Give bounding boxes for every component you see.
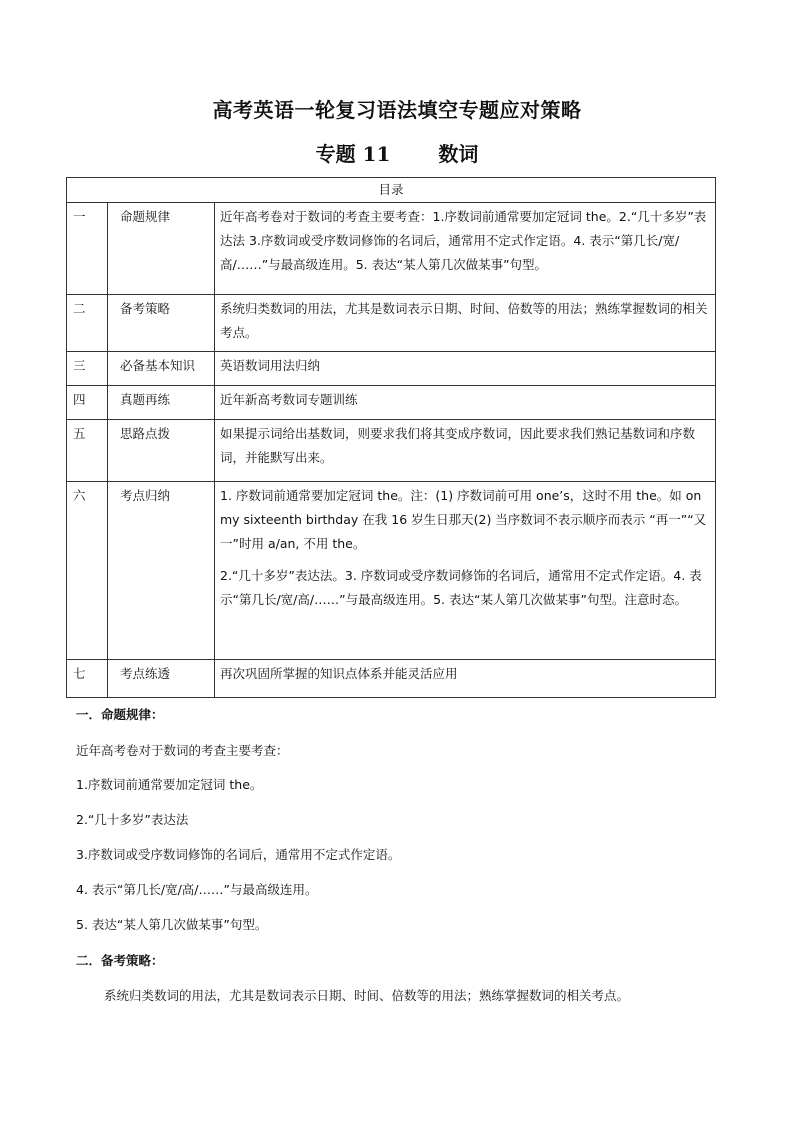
contents-header-row xyxy=(67,178,716,203)
row-description xyxy=(215,482,716,660)
row-topic: 思路点拨 xyxy=(108,420,215,482)
contents-row xyxy=(67,203,716,295)
row-description-text: 如果提示词给出基数词，则要求我们将其变成序数词，因此要求我们熟记基数词和序数词，并能默写出来。 xyxy=(220,426,696,465)
row-topic: 备考策略 xyxy=(108,295,215,352)
subtitle-topic: 专题 11 xyxy=(315,142,391,166)
row-description-text: 再次巩固所掌握的知识点体系并能灵活应用 xyxy=(220,666,458,681)
row-number: 二 xyxy=(67,295,108,352)
row-description xyxy=(215,295,716,352)
row-description-text: 英语数词用法归纳 xyxy=(220,358,321,373)
section-heading-strategy: 二．备考策略： xyxy=(76,953,164,968)
row-description-text: 2.“几十多岁”表达法。3. 序数词或受序数词修饰的名词后，通常用不定式作定语。4. 表示“第几长/宽/高/……”与最高级连用。5. 表达“某人第几次做某事”句型。注意时态。 xyxy=(220,568,702,607)
row-topic: 真题再练 xyxy=(108,386,215,420)
row-topic: 考点归纳 xyxy=(108,482,215,660)
row-description xyxy=(215,203,716,295)
contents-row xyxy=(67,420,716,482)
section-paragraph: 系统归类数词的用法，尤其是数词表示日期、时间、倍数等的用法；熟练掌握数词的相关考点。 xyxy=(104,988,630,1003)
contents-header: 目录 xyxy=(67,178,716,203)
contents-row xyxy=(67,482,716,660)
row-description xyxy=(215,660,716,698)
contents-row xyxy=(67,386,716,420)
contents-row xyxy=(67,660,716,698)
row-description-text: 1. 序数词前通常要加定冠词 the。注：(1) 序数词前可用 one’s，这时不用 the。如 on my sixteenth birthday 在我 16 岁生日那天(2) 当序数词不表示顺序而表示 “再一”“又一”时用 a/an, 不用 the。 xyxy=(220,488,707,551)
section-intro: 近年高考卷对于数词的考查主要考查： xyxy=(76,743,289,758)
row-description-text: 近年新高考数词专题训练 xyxy=(220,392,358,407)
contents-table xyxy=(66,177,716,698)
list-item: 4. 表示“第几长/宽/高/……”与最高级连用。 xyxy=(76,882,318,897)
row-number: 四 xyxy=(67,386,108,420)
document-title: 高考英语一轮复习语法填空专题应对策略 xyxy=(212,98,582,122)
row-topic: 考点练透 xyxy=(108,660,215,698)
row-topic: 必备基本知识 xyxy=(108,352,215,386)
contents-row xyxy=(67,295,716,352)
row-description xyxy=(215,420,716,482)
row-description-text: 近年高考卷对于数词的考查主要考查：1.序数词前通常要加定冠词 the。2.“几十多岁”表达法 3.序数词或受序数词修饰的名词后，通常用不定式作定语。4. 表示“第几长/宽/高/……”与最高级连用。5. 表达“某人第几次做某事”句型。 xyxy=(220,209,707,272)
subtitle-name: 数词 xyxy=(438,142,479,166)
row-description xyxy=(215,386,716,420)
list-item: 5. 表达“某人第几次做某事”句型。 xyxy=(76,917,268,932)
section-heading-rules: 一．命题规律： xyxy=(76,707,164,722)
row-number: 七 xyxy=(67,660,108,698)
row-number: 三 xyxy=(67,352,108,386)
row-description-text: 系统归类数词的用法，尤其是数词表示日期、时间、倍数等的用法；熟练掌握数词的相关考点。 xyxy=(220,301,708,340)
row-number: 五 xyxy=(67,420,108,482)
row-number: 六 xyxy=(67,482,108,660)
list-item: 2.“几十多岁”表达法 xyxy=(76,812,189,827)
row-topic: 命题规律 xyxy=(108,203,215,295)
contents-row xyxy=(67,352,716,386)
row-number: 一 xyxy=(67,203,108,295)
list-item: 1.序数词前通常要加定冠词 the。 xyxy=(76,777,263,792)
row-description xyxy=(215,352,716,386)
list-item: 3.序数词或受序数词修饰的名词后，通常用不定式作定语。 xyxy=(76,847,401,862)
document-subtitle xyxy=(0,138,794,167)
